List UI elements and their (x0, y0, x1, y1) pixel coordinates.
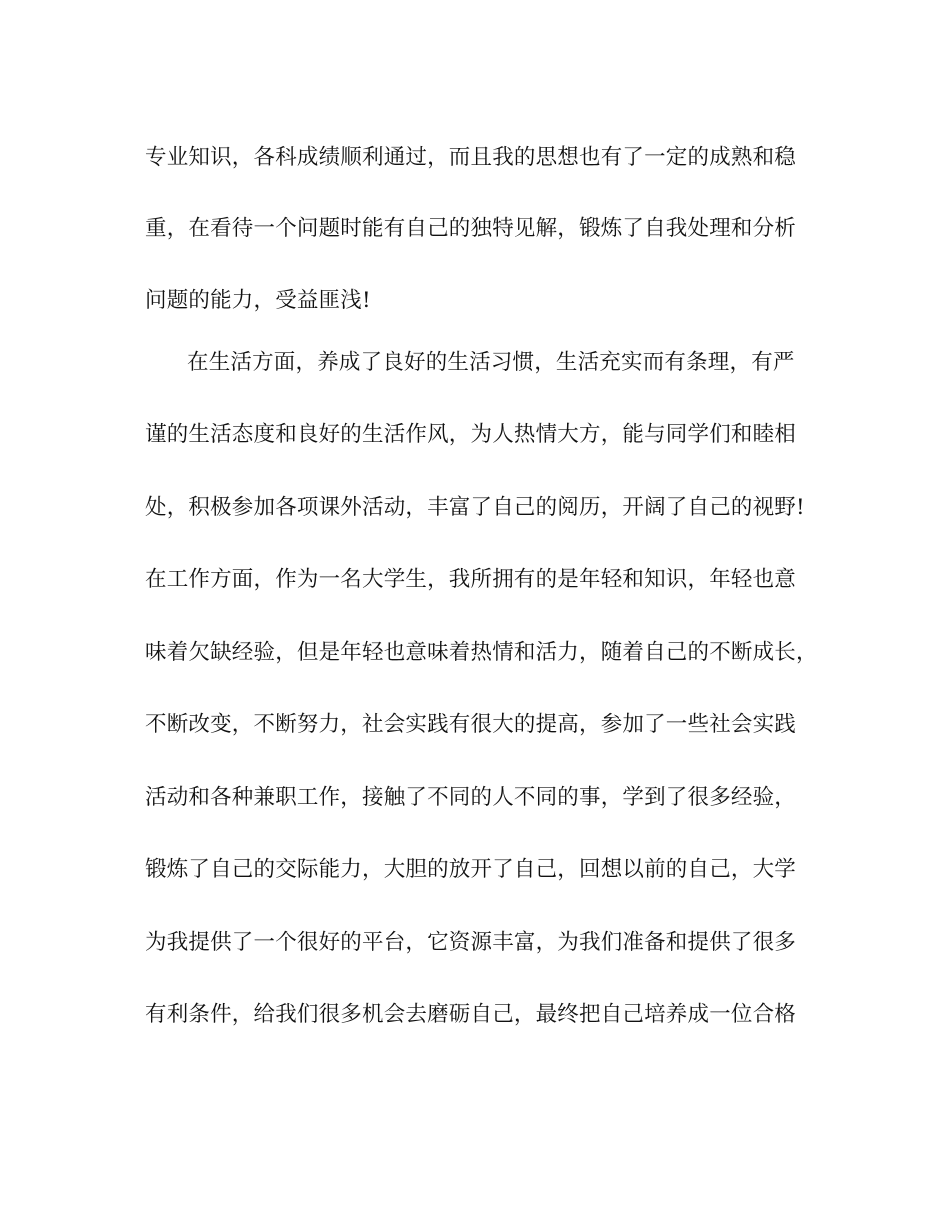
text-line: 味着欠缺经验，但是年轻也意味着热情和活力，随着自己的不断成长， (145, 640, 818, 665)
text-line: 活动和各种兼职工作，接触了不同的人不同的事，学到了很多经验， (145, 785, 797, 810)
text-line: 专业知识，各科成绩顺利通过，而且我的思想也有了一定的成熟和稳 (145, 145, 797, 170)
text-line: 有利条件，给我们很多机会去磨砺自己，最终把自己培养成一位合格 (145, 1002, 797, 1027)
text-line: 处，积极参加各项课外活动，丰富了自己的阅历，开阔了自己的视野! (145, 495, 805, 520)
text-line: 不断改变，不断努力，社会实践有很大的提高，参加了一些社会实践 (145, 712, 797, 737)
text-line: 问题的能力，受益匪浅! (145, 288, 371, 313)
text-line: 谨的生活态度和良好的生活作风，为人热情大方，能与同学们和睦相 (145, 422, 797, 447)
text-line: 锻炼了自己的交际能力，大胆的放开了自己，回想以前的自己，大学 (145, 857, 797, 882)
text-line: 为我提供了一个很好的平台，它资源丰富，为我们准备和提供了很多 (145, 930, 797, 955)
text-line: 重，在看待一个问题时能有自己的独特见解，锻炼了自我处理和分析 (145, 216, 797, 241)
text-line: 在工作方面，作为一名大学生，我所拥有的是年轻和知识，年轻也意 (145, 567, 797, 592)
text-line: 在生活方面，养成了良好的生活习惯，生活充实而有条理，有严 (187, 350, 795, 375)
